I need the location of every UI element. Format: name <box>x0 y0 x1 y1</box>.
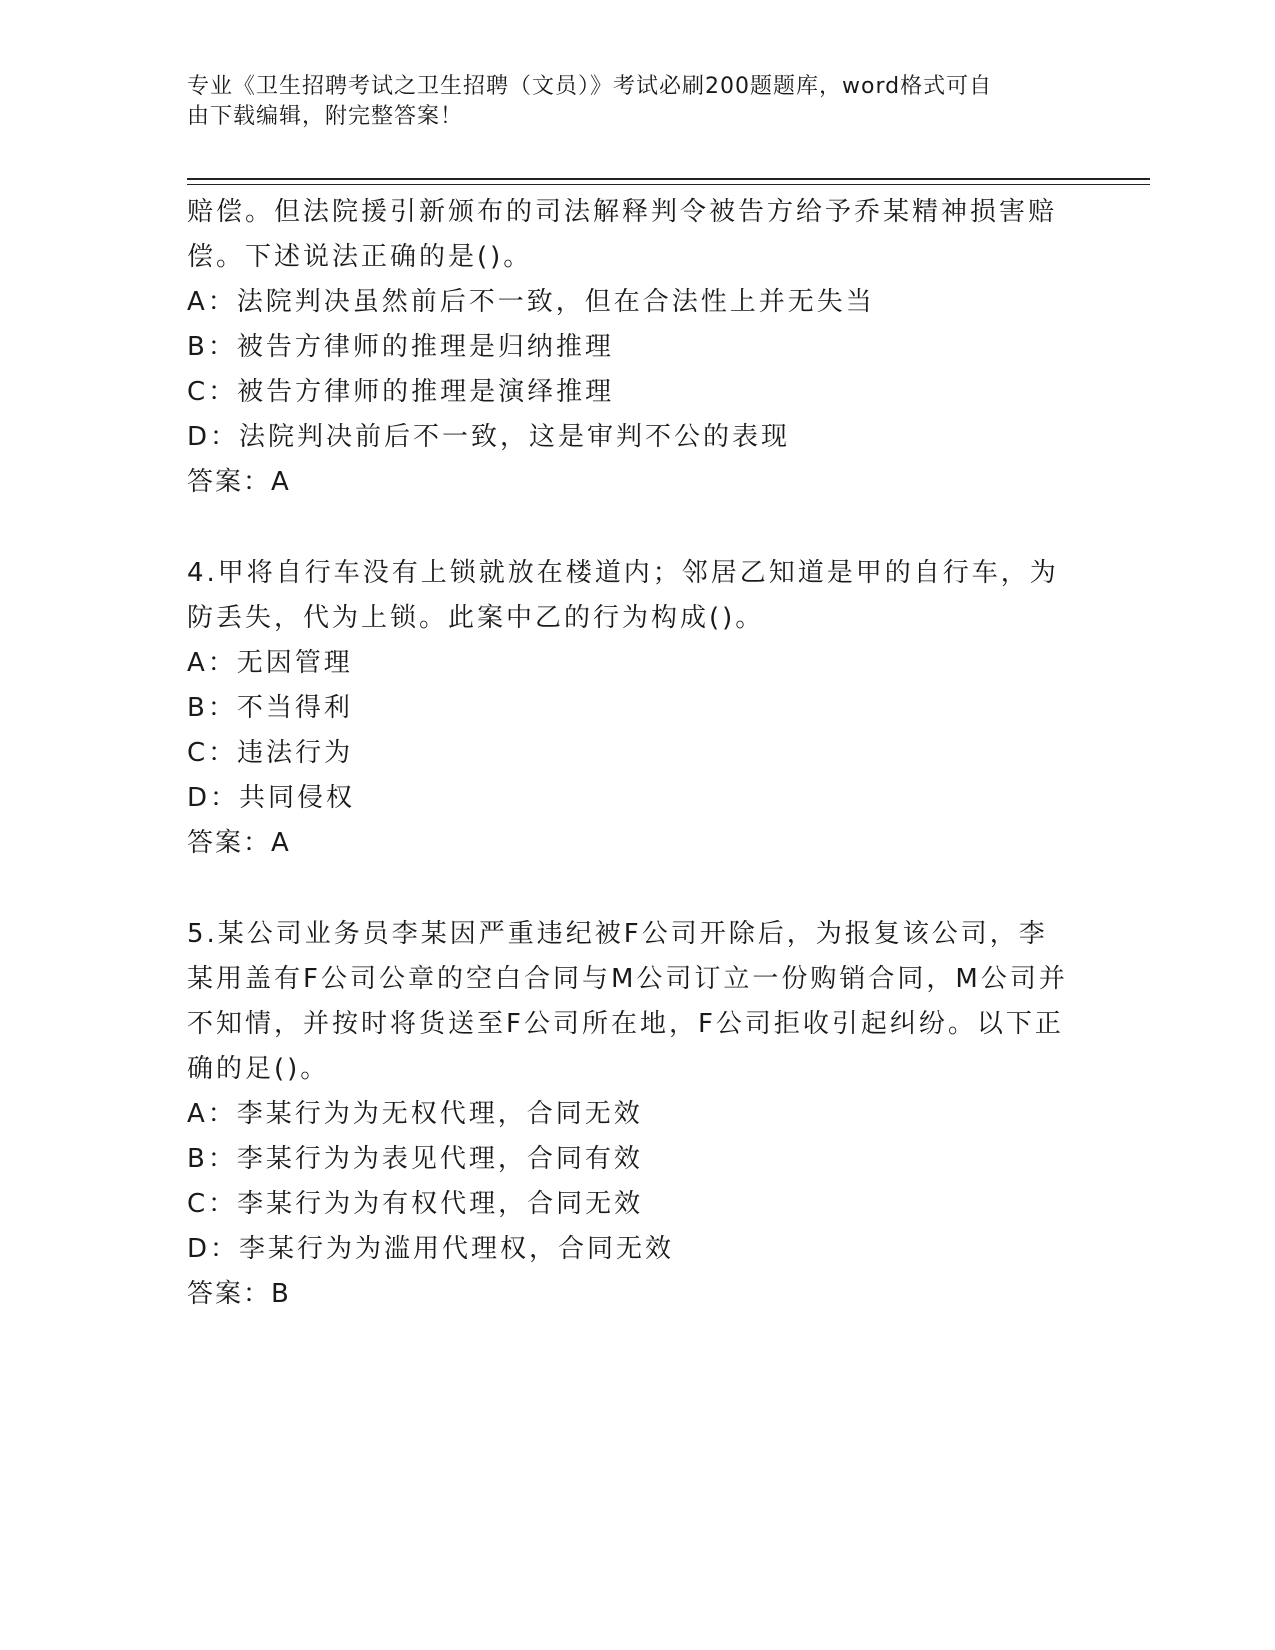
question-5 <box>187 912 1087 1317</box>
option-b: B：李某行为为表见代理，合同有效 <box>187 1144 643 1174</box>
answer-label: 答案：A <box>187 828 291 858</box>
header-divider-thick <box>187 178 1150 180</box>
question-text-line: 偿。下述说法正确的是()。 <box>187 242 533 272</box>
question-3-continued <box>187 190 1087 505</box>
option-a: A：法院判决虽然前后不一致，但在合法性上并无失当 <box>187 287 875 317</box>
question-text <box>187 551 1087 641</box>
option-c: C：被告方律师的推理是演绎推理 <box>187 377 615 407</box>
document-header <box>187 72 1067 132</box>
question-text-line: 某用盖有F公司公章的空白合同与M公司订立一份购销合同，M公司并 <box>187 964 1068 994</box>
answer-label: 答案：A <box>187 467 291 497</box>
spacer <box>187 505 1087 551</box>
question-text-line: 赔偿。但法院援引新颁布的司法解释判令被告方给予乔某精神损害赔 <box>187 197 1058 227</box>
question-4 <box>187 551 1087 866</box>
question-text-line: 5.某公司业务员李某因严重违纪被F公司开除后，为报复该公司，李 <box>187 919 1048 949</box>
question-text-line: 确的足()。 <box>187 1054 330 1084</box>
option-d: D：法院判决前后不一致，这是审判不公的表现 <box>187 422 791 452</box>
option-d: D：李某行为为滥用代理权，合同无效 <box>187 1234 675 1264</box>
question-text-line: 防丢失，代为上锁。此案中乙的行为构成()。 <box>187 603 765 633</box>
spacer <box>187 866 1087 912</box>
option-b: B：被告方律师的推理是归纳推理 <box>187 332 614 362</box>
option-a: A：无因管理 <box>187 648 353 678</box>
question-text <box>187 190 1087 280</box>
question-text <box>187 912 1087 1092</box>
header-line-1: 专业《卫生招聘考试之卫生招聘（文员）》考试必刷200题题库，word格式可自 <box>187 74 993 99</box>
option-d: D：共同侵权 <box>187 783 356 813</box>
option-c: C：违法行为 <box>187 738 354 768</box>
answer-label: 答案：B <box>187 1279 291 1309</box>
option-b: B：不当得利 <box>187 693 353 723</box>
question-text-line: 不知情，并按时将货送至F公司所在地，F公司拒收引起纠纷。以下正 <box>187 1009 1064 1039</box>
header-line-2: 由下载编辑，附完整答案！ <box>187 104 464 129</box>
document-body <box>187 190 1087 1317</box>
question-text-line: 4.甲将自行车没有上锁就放在楼道内；邻居乙知道是甲的自行车，为 <box>187 558 1059 588</box>
option-c: C：李某行为为有权代理，合同无效 <box>187 1189 644 1219</box>
header-divider-thin <box>187 184 1150 185</box>
option-a: A：李某行为为无权代理，合同无效 <box>187 1099 643 1129</box>
